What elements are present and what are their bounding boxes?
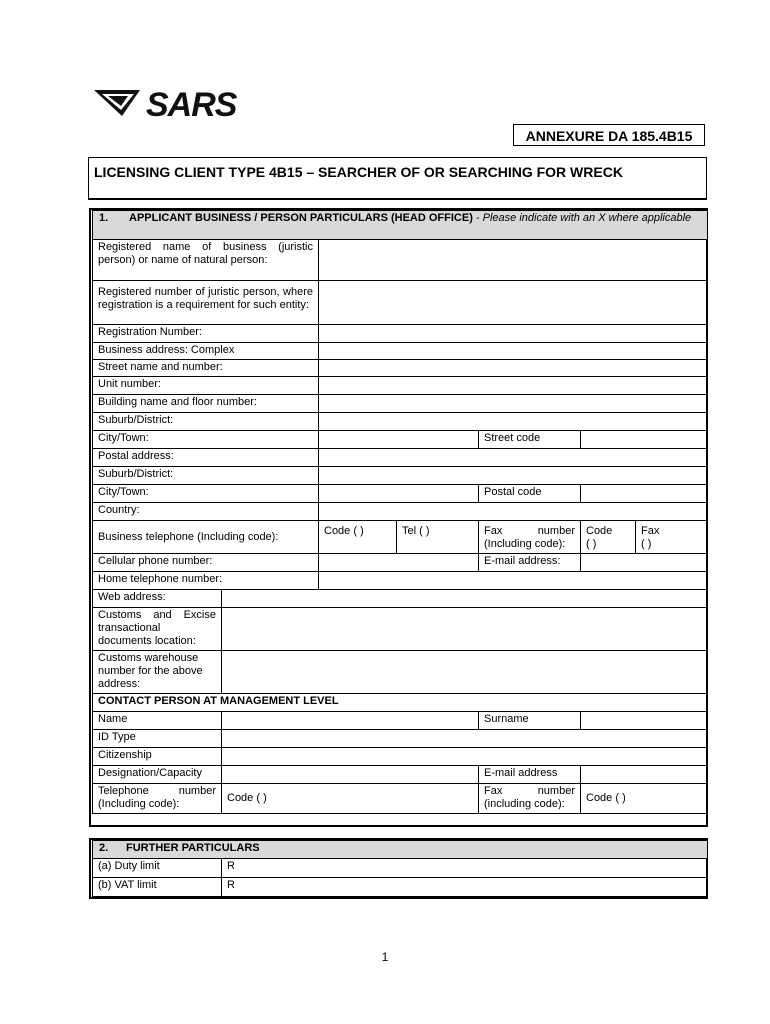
business-address-field[interactable] [319, 343, 708, 360]
postal-suburb-label: Suburb/District: [93, 467, 319, 485]
contact-email-label: E-mail address [479, 766, 581, 784]
contact-heading: CONTACT PERSON AT MANAGEMENT LEVEL [93, 694, 708, 712]
city-label: City/Town: [93, 431, 319, 449]
fax-code-field[interactable]: Code ( ) [581, 521, 636, 554]
citizenship-label: Citizenship [93, 748, 222, 766]
id-type-field[interactable] [222, 730, 708, 748]
business-address-label: Business address: Complex [93, 343, 319, 360]
web-label: Web address: [93, 590, 222, 608]
contact-email-field[interactable] [581, 766, 708, 784]
vat-limit-field[interactable]: R [222, 878, 708, 897]
street-field[interactable] [319, 360, 708, 377]
contact-tel-field[interactable]: Code ( ) [222, 784, 479, 814]
registered-name-label: Registered name of business (juristic person) or name of natural person: [93, 240, 319, 281]
contact-surname-field[interactable] [581, 712, 708, 730]
suburb-label: Suburb/District: [93, 413, 319, 431]
home-tel-label: Home telephone number: [93, 572, 319, 590]
customs-warehouse-field[interactable] [222, 651, 708, 694]
street-label: Street name and number: [93, 360, 319, 377]
postal-city-label: City/Town: [93, 485, 319, 503]
country-label: Country: [93, 503, 319, 521]
citizenship-field[interactable] [222, 748, 708, 766]
section2-table [92, 840, 708, 897]
contact-fax-field[interactable]: Code ( ) [581, 784, 708, 814]
vat-limit-label: (b) VAT limit [93, 878, 222, 897]
unit-label: Unit number: [93, 377, 319, 395]
section2-header: 2. FURTHER PARTICULARS [93, 841, 708, 859]
registered-number-label: Registered number of juristic person, where registration is a requirement for such entity: [93, 281, 319, 325]
email-label: E-mail address: [479, 554, 581, 572]
postal-address-label: Postal address: [93, 449, 319, 467]
sars-logo [94, 86, 264, 120]
street-code-field[interactable] [581, 431, 708, 449]
designation-field[interactable] [222, 766, 479, 784]
cell-field[interactable] [319, 554, 479, 572]
building-label: Building name and floor number: [93, 395, 319, 413]
id-type-label: ID Type [93, 730, 222, 748]
contact-fax-label: Fax number (including code): [479, 784, 581, 814]
section1-table [92, 210, 708, 814]
designation-label: Designation/Capacity [93, 766, 222, 784]
fax-field[interactable]: Fax ( ) [636, 521, 708, 554]
unit-field[interactable] [319, 377, 708, 395]
customs-warehouse-label: Customs warehouse number for the above address: [93, 651, 222, 694]
email-field[interactable] [581, 554, 708, 572]
registration-number-label: Registration Number: [93, 325, 319, 343]
contact-name-label: Name [93, 712, 222, 730]
web-field[interactable] [222, 590, 708, 608]
building-field[interactable] [319, 395, 708, 413]
country-field[interactable] [319, 503, 708, 521]
svg-text:SARS: SARS [146, 86, 237, 120]
registration-number-field[interactable] [319, 325, 708, 343]
contact-surname-label: Surname [479, 712, 581, 730]
contact-name-field[interactable] [222, 712, 479, 730]
page-number: 1 [381, 950, 389, 964]
postal-code-label: Postal code [479, 485, 581, 503]
postal-city-field[interactable] [319, 485, 479, 503]
customs-docs-label: Customs and Excise transactional documents location: [93, 608, 222, 651]
city-field[interactable] [319, 431, 479, 449]
section1-header: 1. APPLICANT BUSINESS / PERSON PARTICULARS (HEAD OFFICE) - Please indicate with an X where applicable [93, 211, 708, 240]
street-code-label: Street code [479, 431, 581, 449]
business-tel-field[interactable]: Tel ( ) [397, 521, 479, 554]
business-tel-label: Business telephone (Including code): [93, 521, 319, 554]
postal-address-field[interactable] [319, 449, 708, 467]
fax-number-label: Fax number (Including code): [479, 521, 581, 554]
form-title: LICENSING CLIENT TYPE 4B15 – SEARCHER OF OR SEARCHING FOR WRECK [88, 157, 707, 200]
home-tel-field[interactable] [319, 572, 708, 590]
registered-number-field[interactable] [319, 281, 708, 325]
annexure-label: ANNEXURE DA 185.4B15 [513, 124, 705, 146]
suburb-field[interactable] [319, 413, 708, 431]
postal-suburb-field[interactable] [319, 467, 708, 485]
registered-name-field[interactable] [319, 240, 708, 281]
postal-code-field[interactable] [581, 485, 708, 503]
contact-tel-label: Telephone number (Including code): [93, 784, 222, 814]
business-tel-code-field[interactable]: Code ( ) [319, 521, 397, 554]
cell-label: Cellular phone number: [93, 554, 319, 572]
customs-docs-field[interactable] [222, 608, 708, 651]
duty-limit-field[interactable]: R [222, 859, 708, 878]
duty-limit-label: (a) Duty limit [93, 859, 222, 878]
